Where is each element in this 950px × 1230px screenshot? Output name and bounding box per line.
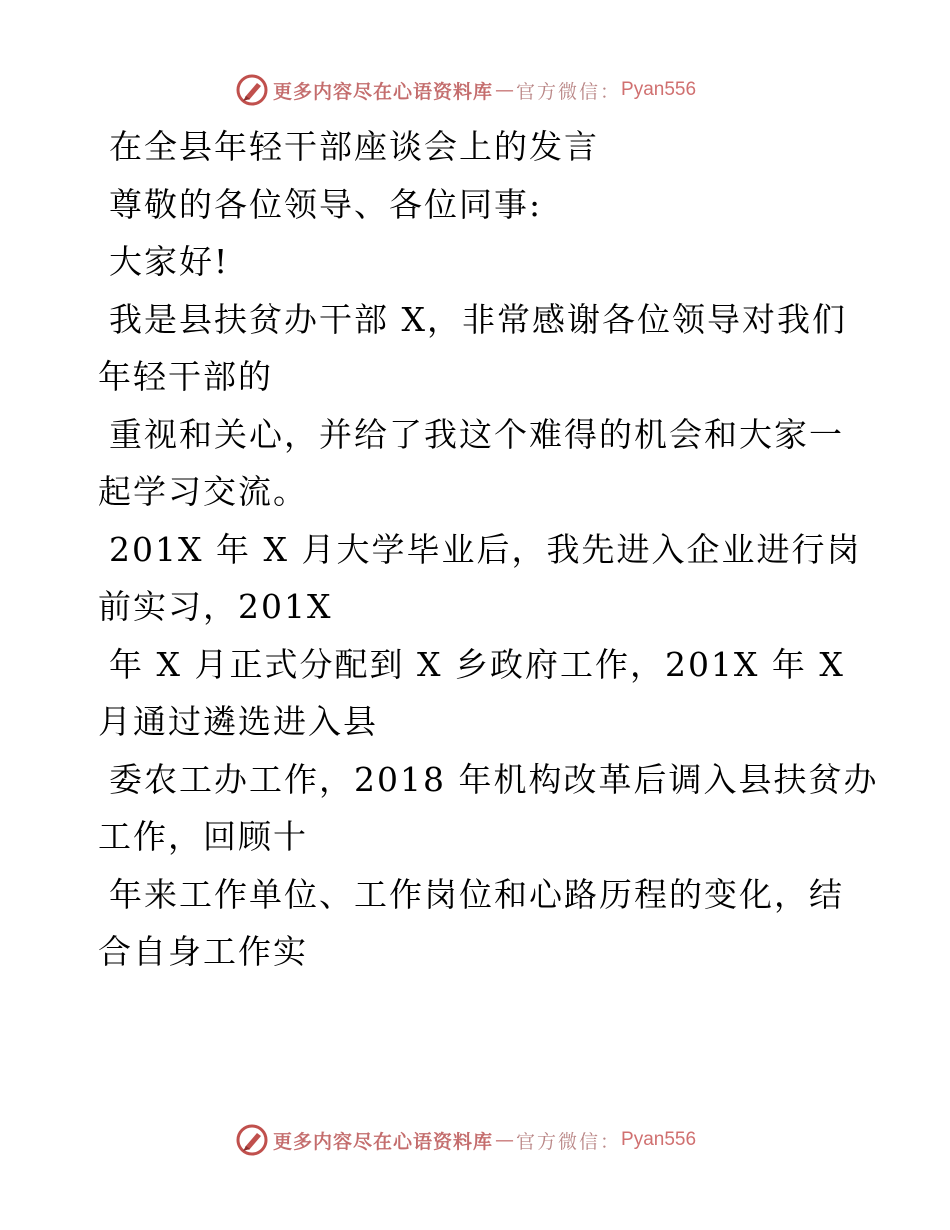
text-line: 月通过遴选进入县 <box>98 702 378 741</box>
watermark-main-text: 更多内容尽在心语资料库 <box>273 80 494 103</box>
text-line: 前实习，201X <box>98 587 333 626</box>
watermark-separator: — <box>495 79 515 101</box>
watermark-label: 官方微信： <box>516 1130 622 1153</box>
text-line: 合自身工作实 <box>98 932 308 971</box>
watermark-wechat-id: Pyan556 <box>621 79 697 100</box>
text-line: 委农工办工作，2018 年机构改革后调入县扶贫办 <box>109 759 879 799</box>
text-line: 我是县扶贫办干部 X，非常感谢各位领导对我们 <box>109 299 847 339</box>
text-line: 年 X 月正式分配到 X 乡政府工作，201X 年 X <box>109 644 845 684</box>
text-line: 重视和关心，并给了我这个难得的机会和大家一 <box>109 414 844 454</box>
pen-logo-icon <box>235 1123 269 1157</box>
watermark-footer <box>235 1122 696 1158</box>
text-line: 年来工作单位、工作岗位和心路历程的变化，结 <box>109 874 844 914</box>
text-line: 201X 年 X 月大学毕业后，我先进入企业进行岗 <box>109 529 862 569</box>
text-line: 工作，回顾十 <box>98 817 308 856</box>
text-line: 起学习交流。 <box>98 472 308 511</box>
pen-logo-icon <box>235 73 269 107</box>
watermark-wechat-id: Pyan556 <box>621 1129 697 1150</box>
watermark-header <box>235 72 696 108</box>
text-line: 年轻干部的 <box>98 357 273 396</box>
document-body <box>98 118 879 981</box>
text-line: 尊敬的各位领导、各位同事: <box>109 184 543 224</box>
text-line: 大家好! <box>109 242 230 281</box>
watermark-main-text: 更多内容尽在心语资料库 <box>273 1130 494 1153</box>
watermark-separator: — <box>495 1129 515 1151</box>
watermark-label: 官方微信： <box>516 80 622 103</box>
text-line: 在全县年轻干部座谈会上的发言 <box>109 127 599 166</box>
